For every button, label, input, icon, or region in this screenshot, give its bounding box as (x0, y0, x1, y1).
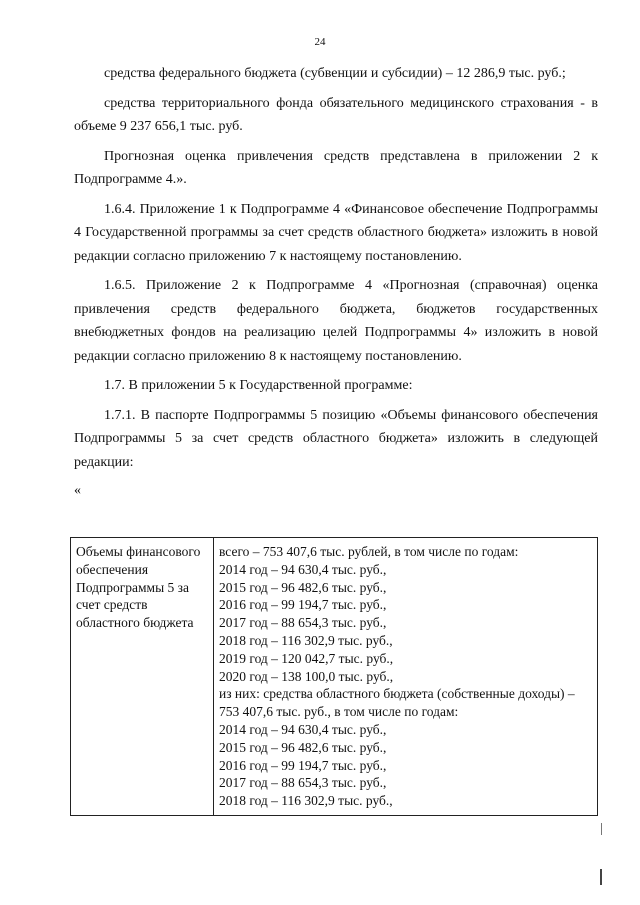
paragraph-territorial-fund: средства территориального фонда обязательного медицинского страхования - в объеме 9 237 656,1 тыс. руб. (74, 95, 598, 134)
value-line-2020: 2020 год – 138 100,0 тыс. руб., (219, 668, 394, 684)
paragraph-1-7-1: 1.7.1. В паспорте Подпрограммы 5 позицию «Объемы финансового обеспечения Подпрограммы 5 за счет средств областного бюджета» изложить в следующей редакции: (74, 407, 598, 470)
table-value-cell (214, 538, 598, 816)
table-row (71, 538, 598, 816)
value-line-own-2015: 2015 год – 96 482,6 тыс. руб., (219, 739, 387, 755)
value-line-own-revenue: из них: средства областного бюджета (собственные доходы) – 753 407,6 тыс. руб., в том числе по годам: (219, 686, 575, 720)
value-line-total: всего – 753 407,6 тыс. рублей, в том числе по годам: (219, 544, 519, 559)
value-line-2015: 2015 год – 96 482,6 тыс. руб., (219, 579, 387, 595)
value-line-own-2016: 2016 год – 99 194,7 тыс. руб., (219, 757, 387, 773)
paragraph-1-6-5: 1.6.5. Приложение 2 к Подпрограмме 4 «Прогнозная (справочная) оценка привлечения средств федерального бюджета, бюджетов государственных внебюджетных фондов на реализацию целей Подпрограммы 4» изложить в новой редакции согласно приложению 8 к настоящему постановлению. (74, 278, 598, 364)
paragraph-forecast-estimate: Прогнозная оценка привлечения средств представлена в приложении 2 к Подпрограмме 4.». (74, 148, 598, 187)
document-body (74, 62, 598, 502)
scan-artifact-mark (601, 823, 602, 835)
value-line-2016: 2016 год – 99 194,7 тыс. руб., (219, 597, 387, 613)
paragraph-1-6-4: 1.6.4. Приложение 1 к Подпрограмме 4 «Финансовое обеспечение Подпрограммы 4 Государственной программы за счет средств областного бюджета» изложить в новой редакции согласно приложению 7 к настоящему постановлению. (74, 201, 598, 264)
paragraph-federal-funds: средства федерального бюджета (субвенции и субсидии) – 12 286,9 тыс. руб.; (104, 66, 566, 81)
value-line-own-2018: 2018 год – 116 302,9 тыс. руб., (219, 793, 393, 809)
opening-quote: « (74, 483, 81, 498)
table-label-cell: Объемы финансового обеспечения Подпрограммы 5 за счет средств областного бюджета (71, 538, 214, 816)
value-line-2019: 2019 год – 120 042,7 тыс. руб., (219, 650, 394, 666)
paragraph-1-7: 1.7. В приложении 5 к Государственной программе: (104, 378, 413, 393)
funding-table (70, 537, 598, 816)
value-line-own-2014: 2014 год – 94 630,4 тыс. руб., (219, 721, 387, 737)
value-line-2017: 2017 год – 88 654,3 тыс. руб., (219, 615, 387, 631)
scan-artifact-mark (600, 869, 602, 885)
value-line-own-2017: 2017 год – 88 654,3 тыс. руб., (219, 775, 387, 791)
value-line-2018: 2018 год – 116 302,9 тыс. руб., (219, 632, 393, 648)
page-number: 24 (314, 36, 326, 48)
value-line-2014: 2014 год – 94 630,4 тыс. руб., (219, 561, 387, 577)
